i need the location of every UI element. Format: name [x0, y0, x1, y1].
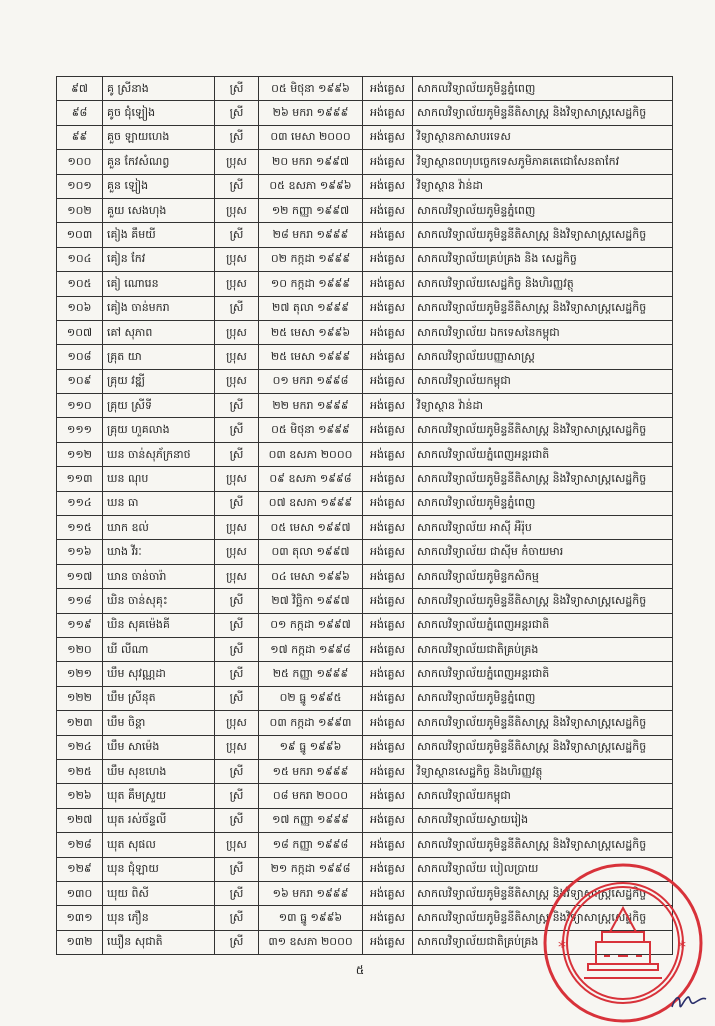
full-name-cell: គៀង គឹមយី [103, 223, 215, 247]
language-cell: អង់គ្លេស [363, 784, 413, 808]
institution-cell: សាកលវិទ្យាល័យភ្នំពេញអន្តរជាតិ [413, 662, 673, 686]
row-number-cell: ១២៨ [57, 833, 103, 857]
row-number-cell: ១២០ [57, 637, 103, 661]
date-of-birth-cell: ១៣ ធ្នូ ១៩៩៦ [259, 906, 363, 930]
date-of-birth-cell: ០៥ ឧសភា ១៩៩៦ [259, 174, 363, 198]
date-of-birth-cell: ០៥ មិថុនា ១៩៩៦ [259, 77, 363, 101]
date-of-birth-cell: ៣១ ឧសភា ២០០០ [259, 930, 363, 954]
language-cell: អង់គ្លេស [363, 467, 413, 491]
full-name-cell: ឃន ចាន់សុភ័ក្រនាថ [103, 442, 215, 466]
language-cell: អង់គ្លេស [363, 613, 413, 637]
language-cell: អង់គ្លេស [363, 564, 413, 588]
language-cell: អង់គ្លេស [363, 369, 413, 393]
full-name-cell: គៀ ណេារេន [103, 272, 215, 296]
institution-cell: សាកលវិទ្យាល័យភូមិន្ទនីតិសាស្ត្រ និងវិទ្យាសាស្ត្រសេដ្ឋកិច្ច [413, 223, 673, 247]
language-cell: អង់គ្លេស [363, 711, 413, 735]
row-number-cell: ៩៧ [57, 77, 103, 101]
language-cell: អង់គ្លេស [363, 198, 413, 222]
table-row [57, 174, 673, 198]
full-name-cell: គ្រុយ វឌ្ឍី [103, 369, 215, 393]
institution-cell: វិទ្យាស្ថានភាសាបរទេស [413, 125, 673, 149]
full-name-cell: គូ ស្រីនាង [103, 77, 215, 101]
full-name-cell: ឃុត សុផល [103, 833, 215, 857]
language-cell: អង់គ្លេស [363, 223, 413, 247]
language-cell: អង់គ្លេស [363, 345, 413, 369]
row-number-cell: ១២៧ [57, 808, 103, 832]
language-cell: អង់គ្លេស [363, 491, 413, 515]
full-name-cell: គៅ សុភាព [103, 320, 215, 344]
gender-cell: ស្រី [215, 442, 259, 466]
date-of-birth-cell: ១០ កក្កដា ១៩៩៩ [259, 272, 363, 296]
date-of-birth-cell: ១៦ មករា ១៩៩៩ [259, 881, 363, 905]
institution-cell: សាកលវិទ្យាល័យ ឯកទេសនៃកម្ពុជា [413, 320, 673, 344]
row-number-cell: ១២២ [57, 686, 103, 710]
row-number-cell: ១១៧ [57, 564, 103, 588]
row-number-cell: ១៣១ [57, 906, 103, 930]
institution-cell: សាកលវិទ្យាល័យ អាស៊ី អឺរ៉ុប [413, 516, 673, 540]
gender-cell: ប្រុស [215, 564, 259, 588]
institution-cell: សាកលវិទ្យាល័យភូមិន្ទនីតិសាស្ត្រ និងវិទ្យាសាស្ត្រសេដ្ឋកិច្ច [413, 418, 673, 442]
date-of-birth-cell: ២១ កក្កដា ១៩៩៨ [259, 857, 363, 881]
full-name-cell: គូច ជុំឡៀង [103, 101, 215, 125]
gender-cell: ស្រី [215, 589, 259, 613]
institution-cell: សាកលវិទ្យាល័យភូមិន្ទនីតិសាស្ត្រ និងវិទ្យាសាស្ត្រសេដ្ឋកិច្ច [413, 296, 673, 320]
institution-cell: សាកលវិទ្យាល័យភូមិន្ទនីតិសាស្ត្រ និងវិទ្យាសាស្ត្រសេដ្ឋកិច្ច [413, 906, 673, 930]
row-number-cell: ៩៨ [57, 101, 103, 125]
language-cell: អង់គ្លេស [363, 272, 413, 296]
row-number-cell: ១១៥ [57, 516, 103, 540]
date-of-birth-cell: ១២ កញ្ញា ១៩៩៧ [259, 198, 363, 222]
full-name-cell: គួន កែវសំណព្វ [103, 150, 215, 174]
language-cell: អង់គ្លេស [363, 686, 413, 710]
table-row [57, 369, 673, 393]
date-of-birth-cell: ០៣ កក្កដា ១៩៩៣ [259, 711, 363, 735]
date-of-birth-cell: ២០ មករា ១៩៩៧ [259, 150, 363, 174]
date-of-birth-cell: ១៧ កញ្ញា ១៩៩៩ [259, 808, 363, 832]
table-row [57, 833, 673, 857]
date-of-birth-cell: ០១ មករា ១៩៩៨ [259, 369, 363, 393]
full-name-cell: គ្រុត យា [103, 345, 215, 369]
language-cell: អង់គ្លេស [363, 930, 413, 954]
date-of-birth-cell: ១៩ ធ្នូ ១៩៩៦ [259, 735, 363, 759]
language-cell: អង់គ្លេស [363, 759, 413, 783]
date-of-birth-cell: ២២ មករា ១៩៩៩ [259, 394, 363, 418]
gender-cell: ប្រុស [215, 711, 259, 735]
table-row [57, 247, 673, 271]
row-number-cell: ១១០ [57, 394, 103, 418]
language-cell: អង់គ្លេស [363, 881, 413, 905]
date-of-birth-cell: ២៦ មករា ១៩៩៩ [259, 101, 363, 125]
institution-cell: សាកលវិទ្យាល័យភូមិន្ទនីតិសាស្ត្រ និងវិទ្យាសាស្ត្រសេដ្ឋកិច្ច [413, 735, 673, 759]
language-cell: អង់គ្លេស [363, 77, 413, 101]
gender-cell: ប្រុស [215, 247, 259, 271]
language-cell: អង់គ្លេស [363, 833, 413, 857]
institution-cell: វិទ្យាស្ថាន វ៉ាន់ដា [413, 174, 673, 198]
date-of-birth-cell: ២៧ តុលា ១៩៩៩ [259, 296, 363, 320]
table-row [57, 540, 673, 564]
gender-cell: ស្រី [215, 394, 259, 418]
date-of-birth-cell: ០២ កក្កដា ១៩៩៩ [259, 247, 363, 271]
gender-cell: ប្រុស [215, 345, 259, 369]
gender-cell: ប្រុស [215, 150, 259, 174]
row-number-cell: ១២៥ [57, 759, 103, 783]
table-row [57, 759, 673, 783]
table-row [57, 467, 673, 491]
gender-cell: ប្រុស [215, 467, 259, 491]
full-name-cell: ឃឹម សុខហេង [103, 759, 215, 783]
institution-cell: សាកលវិទ្យាល័យភូមិន្ទភ្នំពេញ [413, 198, 673, 222]
full-name-cell: គ្រុយ ស្រីទី [103, 394, 215, 418]
gender-cell: ស្រី [215, 613, 259, 637]
full-name-cell: ឃាន ចាន់ចារ៉ា [103, 564, 215, 588]
gender-cell: ស្រី [215, 101, 259, 125]
svg-text:*: * [558, 937, 566, 956]
date-of-birth-cell: ០៧ ឧសភា ១៩៩៩ [259, 491, 363, 515]
gender-cell: ប្រុស [215, 540, 259, 564]
full-name-cell: ឃឹម ចិន្តា [103, 711, 215, 735]
row-number-cell: ១២៤ [57, 735, 103, 759]
gender-cell: ស្រី [215, 491, 259, 515]
institution-cell: សាកលវិទ្យាល័យ ជាស៊ីម កំចាយមារ [413, 540, 673, 564]
full-name-cell: គួយ សេងហុង [103, 198, 215, 222]
institution-cell: សាកលវិទ្យាល័យសេដ្ឋកិច្ច និងហិរញ្ញវត្ថុ [413, 272, 673, 296]
institution-cell: វិទ្យាស្ថាន វ៉ាន់ដា [413, 394, 673, 418]
institution-cell: សាកលវិទ្យាល័យបញ្ញាសាស្ត្រ [413, 345, 673, 369]
table-row [57, 296, 673, 320]
table-row [57, 345, 673, 369]
row-number-cell: ១០៦ [57, 296, 103, 320]
gender-cell: ស្រី [215, 223, 259, 247]
language-cell: អង់គ្លេស [363, 418, 413, 442]
gender-cell: ស្រី [215, 906, 259, 930]
full-name-cell: ឃិន សុគម៉េងគី [103, 613, 215, 637]
gender-cell: ប្រុស [215, 272, 259, 296]
full-name-cell: គៀន កែវ [103, 247, 215, 271]
institution-cell: សាកលវិទ្យាល័យភូមិន្ទនីតិសាស្ត្រ និងវិទ្យាសាស្ត្រសេដ្ឋកិច្ច [413, 833, 673, 857]
row-number-cell: ១០០ [57, 150, 103, 174]
gender-cell: ប្រុស [215, 735, 259, 759]
row-number-cell: ១១២ [57, 442, 103, 466]
full-name-cell: ឃុត រស់ច័ន្ទលី [103, 808, 215, 832]
row-number-cell: ១៣០ [57, 881, 103, 905]
date-of-birth-cell: ២៥ មេសា ១៩៩៩ [259, 345, 363, 369]
row-number-cell: ១២៩ [57, 857, 103, 881]
institution-cell: វិទ្យាស្ថានពហុបច្ចេកទេសភូមិភាគតេជោសែនតាកែវ [413, 150, 673, 174]
row-number-cell: ១០៧ [57, 320, 103, 344]
candidate-table-body [57, 77, 673, 955]
row-number-cell: ១១៦ [57, 540, 103, 564]
full-name-cell: ឃុន ជុំឡាយ [103, 857, 215, 881]
full-name-cell: ឃឿន សុជាតិ [103, 930, 215, 954]
full-name-cell: ឃុន ភឿន [103, 906, 215, 930]
language-cell: អង់គ្លេស [363, 125, 413, 149]
language-cell: អង់គ្លេស [363, 296, 413, 320]
institution-cell: សាកលវិទ្យាល័យកម្ពុជា [413, 784, 673, 808]
table-row [57, 491, 673, 515]
row-number-cell: ១០១ [57, 174, 103, 198]
table-row [57, 442, 673, 466]
gender-cell: ស្រី [215, 77, 259, 101]
institution-cell: សាកលវិទ្យាល័យភ្នំពេញអន្តរជាតិ [413, 613, 673, 637]
date-of-birth-cell: ០១ កក្កដា ១៩៩៧ [259, 613, 363, 637]
institution-cell: សាកលវិទ្យាល័យភូមិន្ទភ្នំពេញ [413, 491, 673, 515]
institution-cell: សាកលវិទ្យាល័យភូមិន្ទភ្នំពេញ [413, 686, 673, 710]
language-cell: អង់គ្លេស [363, 857, 413, 881]
date-of-birth-cell: ១៧ កក្កដា ១៩៩៨ [259, 637, 363, 661]
gender-cell: ស្រី [215, 857, 259, 881]
row-number-cell: ១១៣ [57, 467, 103, 491]
language-cell: អង់គ្លេស [363, 101, 413, 125]
table-row [57, 516, 673, 540]
table-row [57, 272, 673, 296]
row-number-cell: ១០២ [57, 198, 103, 222]
gender-cell: ស្រី [215, 784, 259, 808]
full-name-cell: ឃិន ចាន់សុគុះ [103, 589, 215, 613]
date-of-birth-cell: ០៣ មេសា ២០០០ [259, 125, 363, 149]
full-name-cell: ឃុត គឹមស្រួយ [103, 784, 215, 808]
full-name-cell: គួន ឡៀង [103, 174, 215, 198]
language-cell: អង់គ្លេស [363, 589, 413, 613]
full-name-cell: ឃន ធា [103, 491, 215, 515]
language-cell: អង់គ្លេស [363, 662, 413, 686]
date-of-birth-cell: ១៨ កញ្ញា ១៩៩៨ [259, 833, 363, 857]
gender-cell: ស្រី [215, 686, 259, 710]
row-number-cell: ៩៩ [57, 125, 103, 149]
institution-cell: សាកលវិទ្យាល័យភូមិន្ទនីតិសាស្ត្រ និងវិទ្យាសាស្ត្រសេដ្ឋកិច្ច [413, 711, 673, 735]
institution-cell: សាកលវិទ្យាល័យភូមិន្ទកសិកម្ម [413, 564, 673, 588]
row-number-cell: ១៣២ [57, 930, 103, 954]
full-name-cell: ឃុយ ពិសី [103, 881, 215, 905]
row-number-cell: ១២៣ [57, 711, 103, 735]
language-cell: អង់គ្លេស [363, 637, 413, 661]
row-number-cell: ១០៨ [57, 345, 103, 369]
gender-cell: ស្រី [215, 662, 259, 686]
table-row [57, 125, 673, 149]
table-row [57, 101, 673, 125]
language-cell: អង់គ្លេស [363, 247, 413, 271]
row-number-cell: ១១៨ [57, 589, 103, 613]
institution-cell: សាកលវិទ្យាល័យភូមិន្ទនីតិសាស្ត្រ និងវិទ្យាសាស្ត្រសេដ្ឋកិច្ច [413, 881, 673, 905]
institution-cell: សាកលវិទ្យាល័យជាតិគ្រប់គ្រង [413, 637, 673, 661]
full-name-cell: ឃាក ឧល់ [103, 516, 215, 540]
date-of-birth-cell: ០៥ មិថុនា ១៩៩៩ [259, 418, 363, 442]
institution-cell: វិទ្យាស្ថានសេដ្ឋកិច្ច និងហិរញ្ញវត្ថុ [413, 759, 673, 783]
date-of-birth-cell: ២៧ វិច្ឆិកា ១៩៩៧ [259, 589, 363, 613]
date-of-birth-cell: ២៨ មករា ១៩៩៩ [259, 223, 363, 247]
date-of-birth-cell: ០៥ មេសា ១៩៩៧ [259, 516, 363, 540]
full-name-cell: គៀង ចាន់មករា [103, 296, 215, 320]
gender-cell: ប្រុស [215, 198, 259, 222]
row-number-cell: ១១១ [57, 418, 103, 442]
row-number-cell: ១១៤ [57, 491, 103, 515]
table-row [57, 808, 673, 832]
table-row [57, 613, 673, 637]
institution-cell: សាកលវិទ្យាល័យជាតិគ្រប់គ្រង [413, 930, 673, 954]
language-cell: អង់គ្លេស [363, 442, 413, 466]
table-row [57, 564, 673, 588]
candidate-table [56, 76, 673, 955]
table-row [57, 198, 673, 222]
language-cell: អង់គ្លេស [363, 150, 413, 174]
date-of-birth-cell: ០៣ តុលា ១៩៩៧ [259, 540, 363, 564]
full-name-cell: ឃឹម សុវណ្ណដា [103, 662, 215, 686]
gender-cell: ប្រុស [215, 833, 259, 857]
language-cell: អង់គ្លេស [363, 808, 413, 832]
table-row [57, 223, 673, 247]
institution-cell: សាកលវិទ្យាល័យភ្នំពេញអន្តរជាតិ [413, 442, 673, 466]
language-cell: អង់គ្លេស [363, 174, 413, 198]
gender-cell: ស្រី [215, 125, 259, 149]
table-row [57, 77, 673, 101]
institution-cell: សាកលវិទ្យាល័យភូមិន្ទនីតិសាស្ត្រ និងវិទ្យាសាស្ត្រសេដ្ឋកិច្ច [413, 589, 673, 613]
table-row [57, 320, 673, 344]
row-number-cell: ១០៩ [57, 369, 103, 393]
handwritten-signature [668, 985, 712, 1015]
date-of-birth-cell: ០៣ ឧសភា ២០០០ [259, 442, 363, 466]
table-row [57, 686, 673, 710]
institution-cell: សាកលវិទ្យាល័យភូមិន្ទនីតិសាស្ត្រ និងវិទ្យាសាស្ត្រសេដ្ឋកិច្ច [413, 101, 673, 125]
table-row [57, 711, 673, 735]
date-of-birth-cell: ០៤ មេសា ១៩៩៦ [259, 564, 363, 588]
row-number-cell: ១០៥ [57, 272, 103, 296]
date-of-birth-cell: ០៨ មករា ២០០០ [259, 784, 363, 808]
table-row [57, 784, 673, 808]
gender-cell: ប្រុស [215, 369, 259, 393]
full-name-cell: គ្រុយ ហួគលាង [103, 418, 215, 442]
gender-cell: ស្រី [215, 759, 259, 783]
page-number: ៥ [355, 963, 365, 977]
full-name-cell: ឃឹម សាម៉េង [103, 735, 215, 759]
institution-cell: សាកលវិទ្យាល័យគ្រប់គ្រង និង សេដ្ឋកិច្ច [413, 247, 673, 271]
svg-text:*: * [678, 937, 686, 956]
full-name-cell: គួច ឡាយហេង [103, 125, 215, 149]
table-row [57, 662, 673, 686]
institution-cell: សាកលវិទ្យាល័យកម្ពុជា [413, 369, 673, 393]
table-row [57, 589, 673, 613]
gender-cell: ស្រី [215, 637, 259, 661]
row-number-cell: ១១៩ [57, 613, 103, 637]
row-number-cell: ១២១ [57, 662, 103, 686]
gender-cell: ស្រី [215, 881, 259, 905]
full-name-cell: ឃន ណុប [103, 467, 215, 491]
table-row [57, 735, 673, 759]
language-cell: អង់គ្លេស [363, 735, 413, 759]
table-row [57, 394, 673, 418]
row-number-cell: ១០៤ [57, 247, 103, 271]
table-row [57, 637, 673, 661]
date-of-birth-cell: ០២ ធ្នូ ១៩៩៥ [259, 686, 363, 710]
language-cell: អង់គ្លេស [363, 516, 413, 540]
institution-cell: សាកលវិទ្យាល័យភូមិន្ទភ្នំពេញ [413, 77, 673, 101]
gender-cell: ស្រី [215, 174, 259, 198]
gender-cell: ប្រុស [215, 320, 259, 344]
gender-cell: ស្រី [215, 418, 259, 442]
full-name-cell: ឃី លីណា [103, 637, 215, 661]
language-cell: អង់គ្លេស [363, 540, 413, 564]
table-row [57, 418, 673, 442]
language-cell: អង់គ្លេស [363, 906, 413, 930]
table-row [57, 150, 673, 174]
full-name-cell: ឃឹម ស្រីនុត [103, 686, 215, 710]
date-of-birth-cell: ២៥ កញ្ញា ១៩៩៩ [259, 662, 363, 686]
institution-cell: សាកលវិទ្យាល័យស្វាយរៀង [413, 808, 673, 832]
date-of-birth-cell: ២៥ មេសា ១៩៩៦ [259, 320, 363, 344]
gender-cell: ស្រី [215, 808, 259, 832]
language-cell: អង់គ្លេស [363, 394, 413, 418]
date-of-birth-cell: ០៩ ឧសភា ១៩៩៨ [259, 467, 363, 491]
gender-cell: ស្រី [215, 930, 259, 954]
language-cell: អង់គ្លេស [363, 320, 413, 344]
full-name-cell: ឃាង វីរៈ [103, 540, 215, 564]
row-number-cell: ១២៦ [57, 784, 103, 808]
date-of-birth-cell: ១៥ មករា ១៩៩៩ [259, 759, 363, 783]
institution-cell: សាកលវិទ្យាល័យ បៀលប្រាយ [413, 857, 673, 881]
gender-cell: ស្រី [215, 296, 259, 320]
institution-cell: សាកលវិទ្យាល័យភូមិន្ទនីតិសាស្ត្រ និងវិទ្យាសាស្ត្រសេដ្ឋកិច្ច [413, 467, 673, 491]
row-number-cell: ១០៣ [57, 223, 103, 247]
gender-cell: ប្រុស [215, 516, 259, 540]
